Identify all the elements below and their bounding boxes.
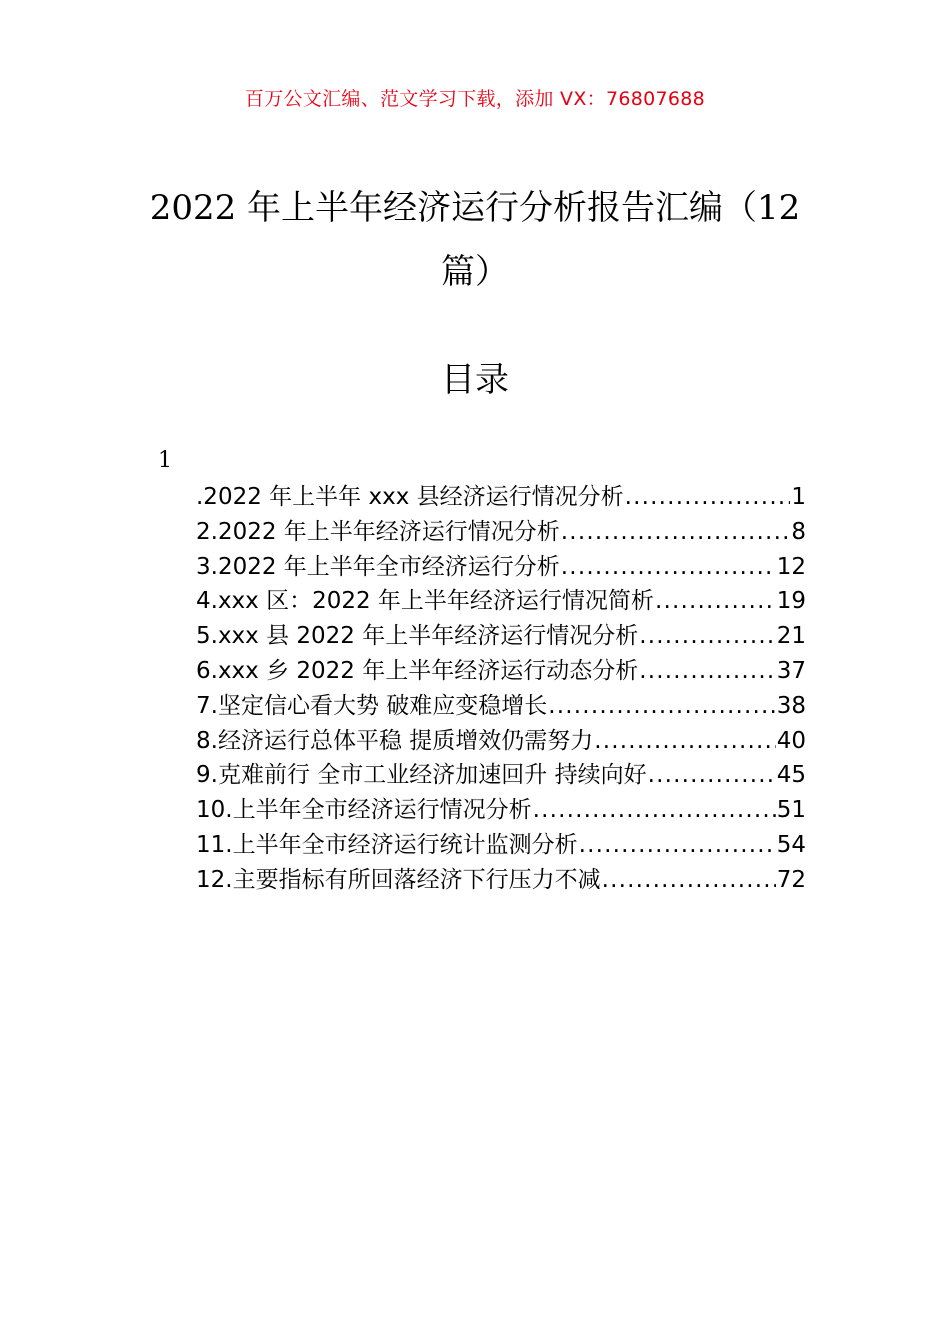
toc-dot-leader	[561, 519, 791, 545]
toc-heading: 目录	[441, 360, 509, 400]
table-of-contents	[196, 478, 806, 896]
toc-page-number: 21	[776, 623, 806, 650]
toc-dot-leader	[561, 554, 776, 580]
toc-entry-title: 6.xxx 乡 2022 年上半年经济运行动态分析	[196, 657, 639, 684]
toc-entry[interactable]	[196, 617, 806, 652]
toc-entry-title: 4.xxx 区：2022 年上半年经济运行情况简析	[196, 588, 654, 615]
toc-entry[interactable]	[196, 722, 806, 757]
toc-entry[interactable]	[196, 548, 806, 583]
toc-page-number: 1	[791, 484, 806, 510]
toc-entry-title: 2.2022 年上半年经济运行情况分析	[196, 518, 560, 545]
toc-dot-leader	[602, 867, 776, 893]
toc-entry[interactable]	[196, 652, 806, 687]
toc-dot-leader	[594, 728, 775, 754]
toc-entry[interactable]	[196, 582, 806, 617]
toc-entry[interactable]	[196, 513, 806, 548]
toc-entry[interactable]	[196, 861, 806, 896]
document-title: 2022 年上半年经济运行分析报告汇编（12 篇）	[149, 188, 801, 292]
toc-dot-leader	[548, 693, 775, 719]
toc-page-number: 12	[776, 553, 806, 580]
toc-page-number: 51	[776, 797, 806, 824]
toc-entry-title: 7.坚定信心看大势 破难应变稳增长	[196, 692, 548, 719]
toc-dot-leader	[639, 658, 775, 684]
toc-entry-title: 5.xxx 县 2022 年上半年经济运行情况分析	[196, 623, 639, 650]
toc-page-number: 38	[776, 692, 806, 719]
toc-entry[interactable]	[196, 791, 806, 826]
toc-entry-title: 11.上半年全市经济运行统计监测分析	[196, 831, 578, 858]
toc-entry[interactable]	[196, 687, 806, 722]
header-banner: 百万公文汇编、范文学习下载，添加 VX：76807688	[244, 88, 706, 110]
toc-page-number: 40	[776, 727, 806, 754]
toc-entry-title: .2022 年上半年 xxx 县经济运行情况分析	[196, 484, 624, 510]
toc-entry-title: 8.经济运行总体平稳 提质增效仍需努力	[196, 727, 594, 754]
toc-dot-leader	[579, 832, 776, 858]
toc-entry[interactable]	[196, 826, 806, 861]
toc-entry[interactable]	[196, 756, 806, 791]
toc-dot-leader	[648, 762, 776, 788]
list-number-marker: 1	[158, 448, 172, 473]
toc-entry-title: 12.主要指标有所回落经济下行压力不减	[196, 866, 601, 893]
toc-dot-leader	[625, 484, 791, 510]
toc-page-number: 54	[776, 831, 806, 858]
toc-page-number: 37	[776, 657, 806, 684]
toc-page-number: 19	[776, 588, 806, 615]
toc-entry[interactable]	[196, 478, 806, 513]
toc-dot-leader	[655, 588, 776, 614]
toc-entry-title: 9.克难前行 全市工业经济加速回升 持续向好	[196, 762, 647, 789]
toc-dot-leader	[639, 623, 775, 649]
toc-page-number: 45	[776, 762, 806, 789]
toc-entry-title: 3.2022 年上半年全市经济运行分析	[196, 553, 560, 580]
toc-entry-title: 10.上半年全市经济运行情况分析	[196, 797, 532, 824]
toc-dot-leader	[533, 797, 776, 823]
toc-page-number: 8	[791, 518, 806, 545]
toc-page-number: 72	[776, 866, 806, 893]
